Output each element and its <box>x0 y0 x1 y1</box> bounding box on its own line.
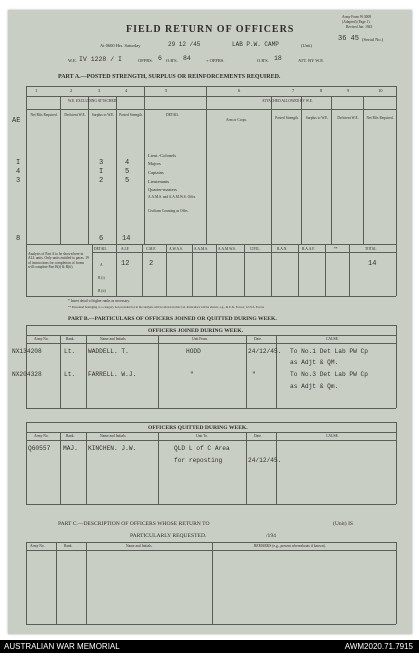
quitted-hdr-name: Name and Initials. <box>100 434 127 438</box>
hdr-surplus: Surplus to W.E. <box>91 113 115 117</box>
joined-2-cause: To No.3 Det Lab PW Cp <box>290 371 368 378</box>
part-c-unit-label: (Unit) IS <box>333 521 354 527</box>
unit-label: (Unit) <box>301 43 312 48</box>
joined-heading: OFFICERS JOINED DURING WEEK. <box>148 328 244 334</box>
an-row-bii: B (ii) <box>98 289 106 293</box>
joined-2-date: " <box>252 371 256 378</box>
quitted-1-name: KINCHEN. J.W. <box>88 445 137 452</box>
detail-aams: A.A.M.S. and A.A.M.W.S. Offrs. <box>148 195 197 199</box>
an-hdr-civil: CIVIL. <box>250 247 261 251</box>
an-total-value: 14 <box>368 260 377 268</box>
total-c3: 6 <box>99 235 104 243</box>
col-num-8: 8 <box>320 88 323 93</box>
joined-2-unit-from: " <box>190 371 194 378</box>
an-aif-value: 12 <box>121 260 130 268</box>
plus-offrs-label: + OFFRS. <box>206 58 225 63</box>
an-hdr-ran: R.A.N. <box>277 247 288 251</box>
captains-c1: 4 <box>16 168 21 176</box>
joined-2-name: FARRELL. W.J. <box>88 371 137 378</box>
joined-2-rank: Lt. <box>64 371 76 378</box>
col-num-6: 6 <box>238 88 241 93</box>
col-num-10: 10 <box>378 88 383 93</box>
quitted-hdr-cause: CAUSE. <box>326 434 339 438</box>
margin-mark: AE <box>12 117 21 125</box>
an-hdr-aams: A.A.M.S. <box>194 247 208 251</box>
an-hdr-awas: A.W.A.S. <box>169 247 183 251</box>
lieutenants-c1: 3 <box>16 177 21 185</box>
quitted-1-unit-to: QLD L of C Area <box>174 445 230 452</box>
joined-1-cause-2: as Adjt & QM. <box>290 359 339 366</box>
form-sheet <box>8 10 412 634</box>
analysis-note: Analysis of Part A to be shown here in ALL units. Only units entitled to paras. 19 of instructions for completion of forms will complete Part B(i) & B(ii). <box>28 252 89 270</box>
hdr-deficient-att: Deficient W.E. <box>337 116 359 120</box>
detail-lieutenants: Lieutenants <box>148 179 169 184</box>
col-num-1: 1 <box>35 88 38 93</box>
majors-c1: I <box>16 159 21 167</box>
majors-c4: 4 <box>125 159 130 167</box>
adapted-note: (Adapted) (Page 1) <box>342 20 370 24</box>
joined-1-name: WADDELL. T. <box>88 348 129 355</box>
detail-qm: Quarter-masters <box>148 187 177 192</box>
quitted-1-rank: MAJ. <box>63 445 78 452</box>
an-row-a: A <box>100 263 103 267</box>
ors-value: 84 <box>183 55 191 62</box>
serial-label: (Serial No.) <box>362 37 384 42</box>
quitted-hdr-army-no: Army No. <box>34 434 49 438</box>
we-value: IV 1228 / I <box>79 56 122 63</box>
quitted-1-date: 24/12/45. <box>248 457 282 464</box>
unit-value: LAB P.W. CAMP <box>232 41 279 48</box>
part-c-heading: PART C.—DESCRIPTION OF OFFICERS WHOSE RETURN TO <box>58 521 210 527</box>
an-hdr-other: ** <box>334 247 338 251</box>
we-label: W.E. <box>68 58 77 63</box>
offrs-value: 6 <box>158 55 162 62</box>
quitted-heading: OFFICERS QUITTED DURING WEEK. <box>148 425 248 431</box>
an-hdr-cmf: C.M.F. <box>146 247 156 251</box>
footer-left: AUSTRALIAN WAR MEMORIAL <box>4 642 120 651</box>
part-b-heading: PART B.—PARTICULARS OF OFFICERS JOINED OR QUITTED DURING WEEK. <box>68 316 277 322</box>
joined-1-rank: Lt. <box>64 348 76 355</box>
hrs-label: At 0600 Hrs. Saturday <box>100 43 141 48</box>
joined-1-unit-from: HODD <box>186 348 201 355</box>
captains-c4: 5 <box>125 168 130 176</box>
an-hdr-raaf: R.A.A.F. <box>302 247 315 251</box>
an-row-bi: B (i) <box>98 276 105 280</box>
lieutenants-c3: 2 <box>99 177 104 185</box>
joined-1-cause: To No.1 Det Lab PW Cp <box>290 348 368 355</box>
col-num-3: 3 <box>98 88 101 93</box>
joined-hdr-army-no: Army No. <box>34 337 49 341</box>
joined-hdr-date: Date. <box>254 337 262 341</box>
an-hdr-detail: DETAIL <box>94 247 107 251</box>
footnote-2: ** Personnel belonging to a category not provided for in the analysis will be shown in this Col. Particulars will be shown, e.g., In U.K. Forces; 12 N.Z. Forces <box>68 305 265 309</box>
part-c-date-tail: /194 <box>266 533 276 539</box>
detail-lt-col: Lieut.-Colonels <box>148 153 177 158</box>
part-c-requested: PARTICULARLY REQUESTED. <box>130 533 207 539</box>
col-num-7: 7 <box>292 88 295 93</box>
col-num-5: 5 <box>165 88 168 93</box>
detail-captains: Captains <box>148 170 164 175</box>
col-num-4: 4 <box>125 88 128 93</box>
part-c-hdr-rank: Rank. <box>64 544 73 548</box>
total-c1: 8 <box>16 235 21 243</box>
serial-value: 36 45 <box>338 35 360 43</box>
plus-ors-value: 18 <box>274 55 282 62</box>
hdr-detail: DETAIL <box>166 113 179 117</box>
detail-civilians: Civilians Counting as Offrs. <box>148 209 189 213</box>
army-form-number: Army Form W.3008 <box>342 15 372 19</box>
hdr-net-rfts-att: Net Rfts Required. <box>366 116 394 120</box>
attached-group: ATTACHED ALLOWED BY W.E. <box>262 99 313 103</box>
hdr-posted: Posted Strength. <box>119 113 143 117</box>
an-cmf-value: 2 <box>149 260 154 268</box>
att-label: ATT. BY W.E. <box>298 58 325 63</box>
we-excluding-group: W.E. EXCLUDING ATTACHED. <box>68 99 118 103</box>
revised-note: Revised Jan. 1943 <box>346 25 373 29</box>
part-c-hdr-name: Name and Initials. <box>126 544 153 548</box>
hdr-deficient: Deficient W.E. <box>64 113 86 117</box>
an-hdr-aamws: A.A.M.W.S. <box>218 247 236 251</box>
hdr-posted-att: Posted Strength. <box>275 116 299 120</box>
quitted-1-unit-to-2: for reposting <box>174 457 223 464</box>
plus-ors-label: O.R'S. <box>257 58 269 63</box>
offrs-label: OFFRS. <box>138 58 153 63</box>
col-num-2: 2 <box>70 88 73 93</box>
joined-hdr-cause: CAUSE. <box>326 337 339 341</box>
quitted-hdr-date: Date. <box>254 434 262 438</box>
footnote-1: * Insert detail of higher ranks as necessary. <box>68 299 130 303</box>
majors-c3: 3 <box>99 159 104 167</box>
joined-hdr-unit-from: Unit From. <box>192 337 208 341</box>
hdr-surplus-att: Surplus to W.E. <box>305 116 329 120</box>
lieutenants-c4: 5 <box>125 177 130 185</box>
captains-c3: I <box>99 168 104 176</box>
joined-hdr-rank: Rank. <box>66 337 75 341</box>
an-hdr-total: TOTAL <box>365 247 377 251</box>
joined-1-date: 24/12/45. <box>248 348 282 355</box>
joined-hdr-name: Name and Initials. <box>100 337 127 341</box>
footer-right: AWM2020.71.7915 <box>344 642 413 651</box>
joined-2-cause-2: as Adjt & Qm. <box>290 383 339 390</box>
joined-2-army-no: NX204328 <box>12 371 42 378</box>
detail-majors: Majors <box>148 161 161 166</box>
part-c-hdr-army-no: Army No. <box>30 544 45 548</box>
quitted-1-army-no: Q60557 <box>28 445 51 452</box>
total-c4: 14 <box>122 235 131 243</box>
hdr-net-rfts: Net Rfts Required. <box>30 113 58 117</box>
col-num-9: 9 <box>347 88 350 93</box>
joined-1-army-no: NX134208 <box>12 348 42 355</box>
part-a-heading: PART A.—POSTED STRENGTH, SURPLUS OR REINFORCEMENTS REQUIRED. <box>58 74 281 80</box>
form-title: FIELD RETURN OF OFFICERS <box>126 24 295 35</box>
footer-bar <box>0 640 419 653</box>
hdr-arm-corps: Arm or Corps. <box>226 118 247 122</box>
ors-label: O.R'S. <box>166 58 178 63</box>
quitted-hdr-unit-to: Unit To. <box>196 434 208 438</box>
quitted-hdr-rank: Rank. <box>66 434 75 438</box>
an-hdr-aif: A.I.F. <box>121 247 130 251</box>
date-value: 29 12 /45 <box>168 41 201 48</box>
part-c-hdr-remarks: REMARKS (e.g., present whereabouts if known). <box>254 544 326 548</box>
